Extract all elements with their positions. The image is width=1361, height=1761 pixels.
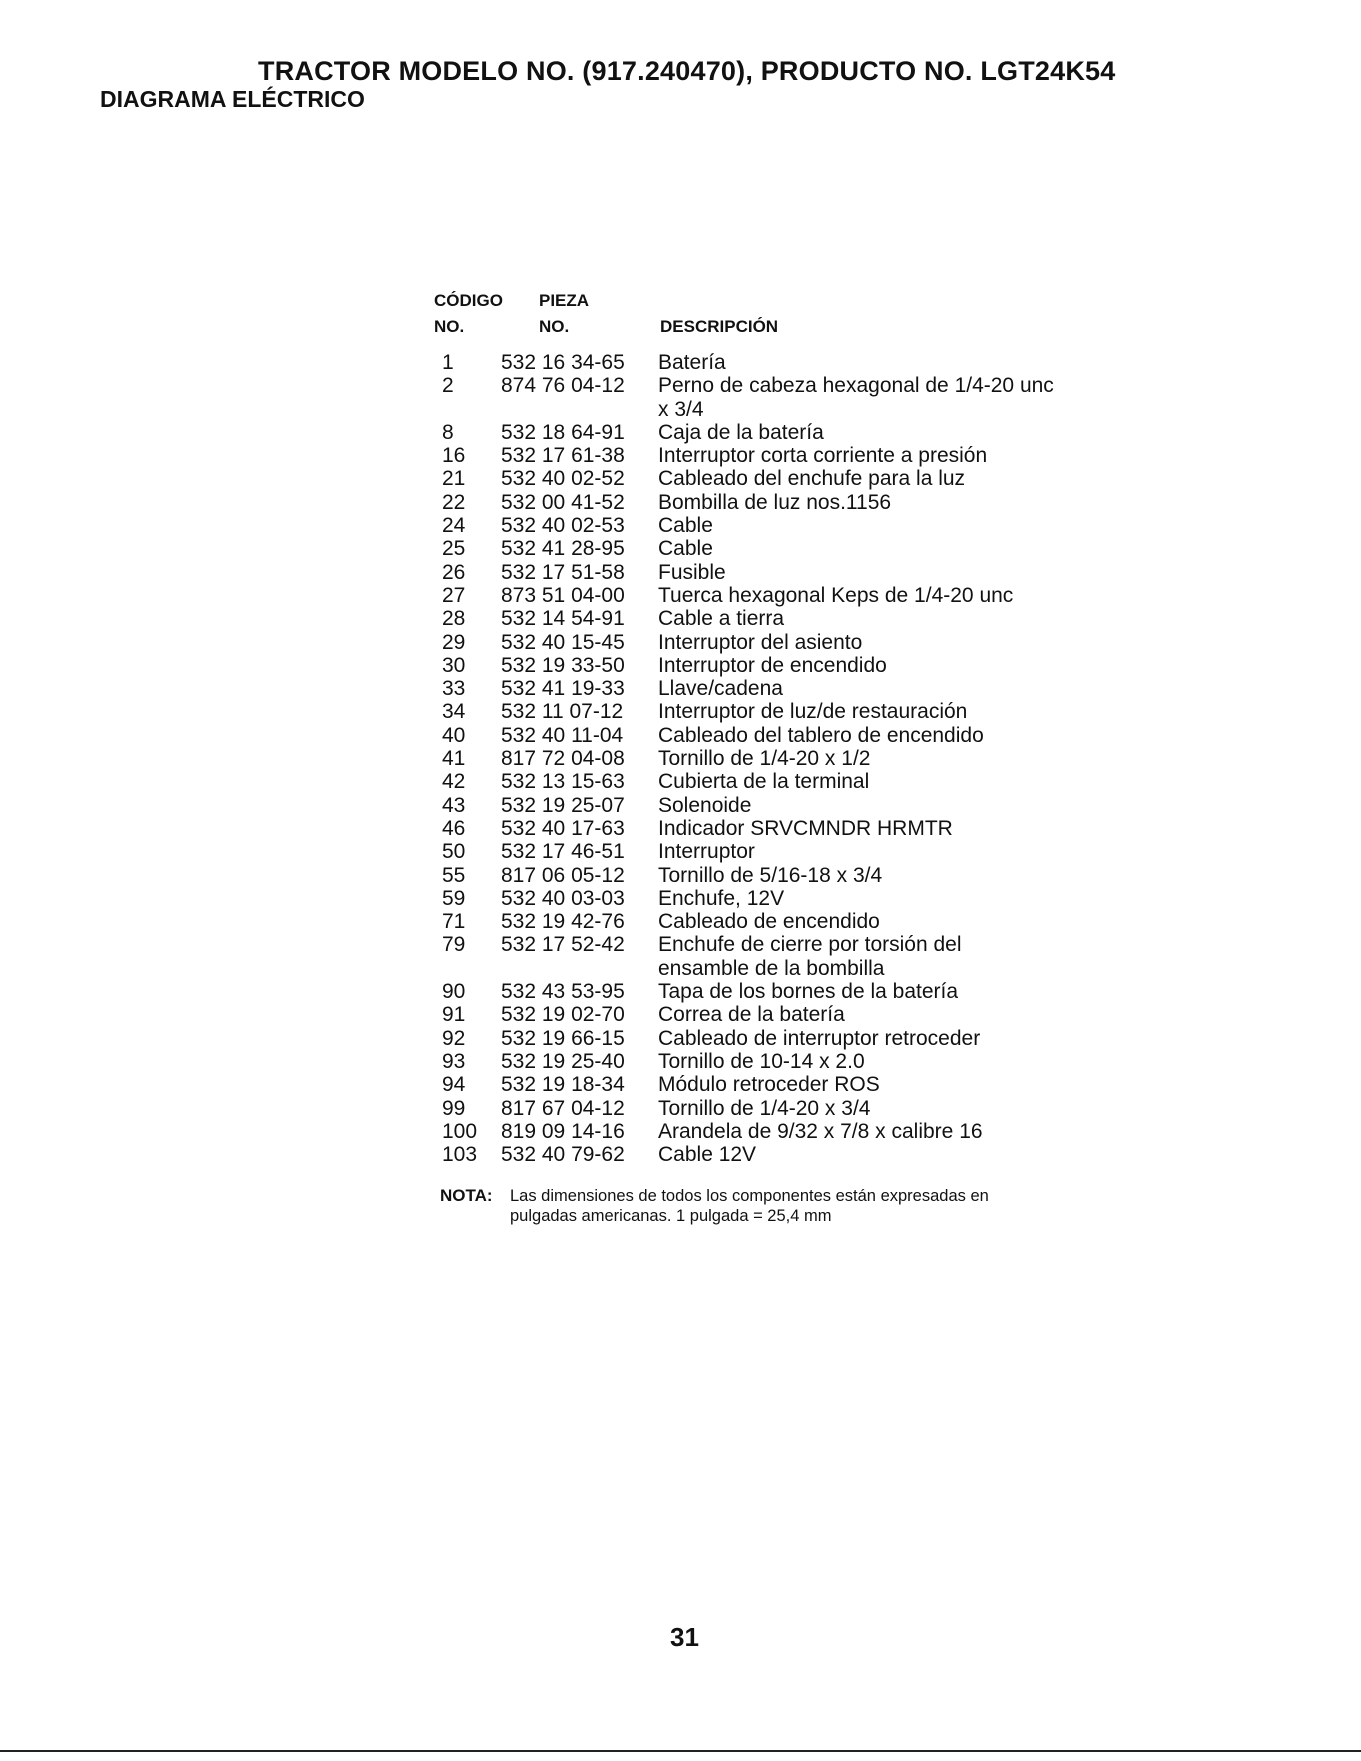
- key-number: 1: [442, 351, 454, 374]
- bottom-rule: [0, 1750, 1361, 1752]
- key-number: 33: [442, 677, 466, 701]
- table-row: [434, 421, 1074, 444]
- table-row: [434, 887, 1074, 910]
- part-description: Interruptor de luz/de restauración: [658, 700, 968, 724]
- parts-rows: [434, 351, 1074, 1166]
- table-row: [434, 351, 1074, 374]
- table-row: [434, 631, 1074, 654]
- table-row: [434, 654, 1074, 677]
- part-number: 532 40 11-04: [501, 723, 624, 747]
- part-number: 532 19 42-76: [501, 910, 625, 934]
- header-pieza-no: NO.: [539, 317, 570, 336]
- section-subtitle: DIAGRAMA ELÉCTRICO: [100, 86, 365, 112]
- key-number: 8: [442, 420, 454, 444]
- page-title: TRACTOR MODELO NO. (917.240470), PRODUCTO NO. LGT24K54: [258, 56, 1116, 86]
- key-number: 16: [442, 444, 466, 468]
- table-row: [434, 700, 1074, 723]
- table-row: [434, 444, 1074, 467]
- part-number: 532 18 64-91: [501, 420, 625, 444]
- part-number: 532 17 51-58: [501, 560, 625, 584]
- part-number: 532 40 17-63: [501, 816, 625, 840]
- table-row: [434, 607, 1074, 630]
- table-row: [434, 770, 1074, 793]
- table-row: [434, 817, 1074, 840]
- table-row: [434, 933, 1074, 980]
- table-row: [434, 1143, 1074, 1166]
- key-number: 25: [442, 537, 466, 561]
- part-description: Tapa de los bornes de la batería: [658, 980, 959, 1004]
- part-number: 817 06 05-12: [501, 863, 625, 887]
- header-descripcion: DESCRIPCIÓN: [660, 317, 779, 336]
- part-description: Cableado del tablero de encendido: [658, 723, 984, 747]
- table-row: [434, 724, 1074, 747]
- page-number: 31: [670, 1622, 699, 1652]
- part-description: Cableado de encendido: [658, 910, 880, 934]
- key-number: 100: [442, 1119, 478, 1143]
- table-row: [434, 910, 1074, 933]
- part-number: 532 41 19-33: [501, 677, 625, 701]
- key-number: 26: [442, 560, 466, 584]
- table-row: [434, 1120, 1074, 1143]
- part-description: Cubierta de la terminal: [658, 770, 870, 794]
- key-number: 91: [442, 1003, 466, 1027]
- part-description: Cable 12V: [658, 1143, 757, 1167]
- part-description: Fusible: [658, 560, 726, 584]
- part-number: 532 16 34-65: [501, 351, 625, 374]
- part-description: Cableado del enchufe para la luz: [658, 467, 966, 491]
- part-number: 873 51 04-00: [501, 583, 625, 607]
- part-description: Llave/cadena: [658, 677, 783, 701]
- key-number: 28: [442, 607, 466, 631]
- part-description: Enchufe de cierre por torsión del ensamble de la bombilla: [658, 933, 962, 980]
- part-number: 532 00 41-52: [501, 490, 625, 514]
- note: [440, 1186, 1000, 1226]
- table-row: [434, 1073, 1074, 1096]
- table-row: [434, 747, 1074, 770]
- part-number: 532 19 33-50: [501, 653, 625, 677]
- part-number: 532 19 66-15: [501, 1026, 625, 1050]
- part-description: Bombilla de luz nos.1156: [658, 490, 892, 514]
- table-row: [434, 467, 1074, 490]
- part-description: Enchufe, 12V: [658, 886, 785, 910]
- part-description: Perno de cabeza hexagonal de 1/4-20 unc x 3/4: [658, 374, 1054, 421]
- part-number: 532 40 02-52: [501, 467, 625, 491]
- part-description: Cableado de interruptor retroceder: [658, 1026, 981, 1050]
- key-number: 40: [442, 723, 466, 747]
- table-row: [434, 584, 1074, 607]
- table-row: [434, 537, 1074, 560]
- table-row: [434, 1050, 1074, 1073]
- part-number: 532 17 52-42: [501, 933, 625, 957]
- table-row: [434, 677, 1074, 700]
- part-number: 819 09 14-16: [501, 1119, 625, 1143]
- key-number: 24: [442, 514, 466, 538]
- part-number: 532 41 28-95: [501, 537, 625, 561]
- part-number: 532 40 15-45: [501, 630, 625, 654]
- key-number: 79: [442, 933, 466, 957]
- key-number: 59: [442, 886, 466, 910]
- part-description: Tornillo de 10-14 x 2.0: [658, 1049, 865, 1073]
- key-number: 50: [442, 840, 466, 864]
- part-description: Interruptor de encendido: [658, 653, 887, 677]
- key-number: 94: [442, 1073, 466, 1097]
- key-number: 21: [442, 467, 466, 491]
- table-row: [434, 1003, 1074, 1026]
- header-codigo-no: NO.: [434, 317, 465, 336]
- part-description: Cable a tierra: [658, 607, 785, 631]
- part-number: 532 19 18-34: [501, 1073, 625, 1097]
- table-row: [434, 514, 1074, 537]
- table-row: [434, 491, 1074, 514]
- part-description: Indicador SRVCMNDR HRMTR: [658, 816, 953, 840]
- part-description: Tuerca hexagonal Keps de 1/4-20 unc: [658, 583, 1014, 607]
- part-description: Correa de la batería: [658, 1003, 845, 1027]
- part-description: Interruptor: [658, 840, 755, 864]
- key-number: 92: [442, 1026, 466, 1050]
- table-row: [434, 1027, 1074, 1050]
- table-row: [434, 561, 1074, 584]
- key-number: 103: [442, 1143, 478, 1167]
- part-number: 532 11 07-12: [501, 700, 624, 724]
- parts-list: [434, 291, 1074, 1166]
- part-description: Cable: [658, 514, 713, 538]
- key-number: 29: [442, 630, 466, 654]
- part-description: Tornillo de 1/4-20 x 1/2: [658, 747, 871, 771]
- key-number: 99: [442, 1096, 466, 1120]
- key-number: 2: [442, 374, 454, 398]
- key-number: 55: [442, 863, 466, 887]
- key-number: 71: [442, 910, 466, 934]
- key-number: 42: [442, 770, 466, 794]
- part-number: 532 40 79-62: [501, 1143, 625, 1167]
- table-row: [434, 864, 1074, 887]
- part-number: 532 43 53-95: [501, 980, 625, 1004]
- part-number: 817 72 04-08: [501, 747, 625, 771]
- key-number: 22: [442, 490, 466, 514]
- part-number: 532 17 61-38: [501, 444, 625, 468]
- key-number: 46: [442, 816, 466, 840]
- header-pieza: PIEZA: [539, 291, 590, 310]
- note-text: Las dimensiones de todos los componentes están expresadas en pulgadas americanas. 1 pulgada = 25,4 mm: [510, 1187, 989, 1225]
- key-number: 90: [442, 980, 466, 1004]
- part-number: 532 40 03-03: [501, 886, 625, 910]
- part-description: Batería: [658, 351, 726, 374]
- part-number: 874 76 04-12: [501, 374, 625, 398]
- part-description: Interruptor corta corriente a presión: [658, 444, 988, 468]
- key-number: 93: [442, 1049, 466, 1073]
- key-number: 30: [442, 653, 466, 677]
- part-description: Módulo retroceder ROS: [658, 1073, 880, 1097]
- note-label: NOTA:: [440, 1186, 493, 1205]
- part-number: 532 19 02-70: [501, 1003, 625, 1027]
- part-number: 532 14 54-91: [501, 607, 625, 631]
- part-description: Arandela de 9/32 x 7/8 x calibre 16: [658, 1119, 983, 1143]
- parts-list-header: [434, 291, 1074, 345]
- key-number: 27: [442, 583, 466, 607]
- part-description: Caja de la batería: [658, 420, 824, 444]
- part-description: Tornillo de 1/4-20 x 3/4: [658, 1096, 871, 1120]
- table-row: [434, 1097, 1074, 1120]
- key-number: 41: [442, 747, 466, 771]
- part-description: Solenoide: [658, 793, 752, 817]
- part-description: Cable: [658, 537, 713, 561]
- key-number: 43: [442, 793, 466, 817]
- part-description: Tornillo de 5/16-18 x 3/4: [658, 863, 883, 887]
- table-row: [434, 374, 1074, 421]
- key-number: 34: [442, 700, 466, 724]
- table-row: [434, 980, 1074, 1003]
- part-number: 532 40 02-53: [501, 514, 625, 538]
- part-number: 817 67 04-12: [501, 1096, 625, 1120]
- part-number: 532 19 25-07: [501, 793, 625, 817]
- part-number: 532 19 25-40: [501, 1049, 625, 1073]
- table-row: [434, 840, 1074, 863]
- table-row: [434, 794, 1074, 817]
- part-number: 532 13 15-63: [501, 770, 625, 794]
- header-codigo: CÓDIGO: [434, 291, 503, 310]
- part-number: 532 17 46-51: [501, 840, 625, 864]
- part-description: Interruptor del asiento: [658, 630, 863, 654]
